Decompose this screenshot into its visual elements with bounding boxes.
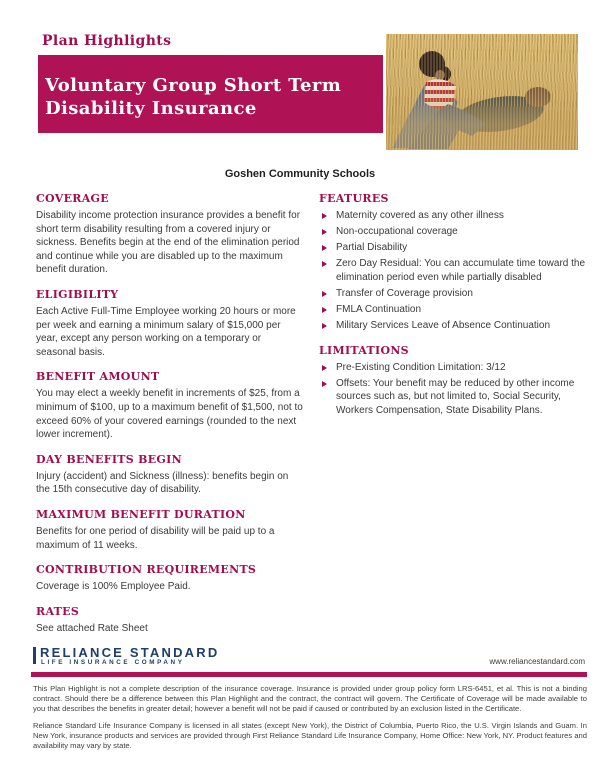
- plan-section: [36, 453, 303, 497]
- plan-section: [36, 370, 303, 441]
- triangle-bullet-icon: [322, 307, 327, 313]
- list-item: [319, 361, 586, 375]
- triangle-bullet-icon: [322, 323, 327, 329]
- triangle-bullet-icon: [322, 213, 327, 219]
- section-heading: COVERAGE: [36, 192, 109, 205]
- section-body: Benefits for one period of disability will be paid up to a maximum of 11 weeks.: [36, 525, 275, 551]
- list-item: [319, 209, 586, 223]
- list-item: [319, 225, 586, 239]
- bullet-text: FMLA Continuation: [336, 304, 422, 316]
- section-heading: BENEFIT AMOUNT: [36, 370, 160, 384]
- section-body: Disability income protection insurance provides a benefit for short term disability resulting from a covered injury or sickness. Benefits begin at the end of the elimination period and continue while you are disabled up to the maximum benefit duration.: [36, 210, 301, 276]
- list-item: [319, 241, 586, 255]
- logo-subtitle: LIFE INSURANCE COMPANY: [41, 659, 185, 666]
- section-heading: MAXIMUM BENEFIT DURATION: [36, 507, 246, 521]
- client-name: Goshen Community Schools: [224, 168, 376, 180]
- bullet-list: [319, 361, 586, 418]
- logo-name: RELIANCE STANDARD: [40, 645, 220, 660]
- triangle-bullet-icon: [322, 229, 327, 235]
- content-columns: [36, 192, 586, 646]
- plan-section: [319, 344, 586, 418]
- section-body: See attached Rate Sheet: [36, 622, 148, 634]
- title-banner: [38, 55, 383, 133]
- list-item: [319, 319, 586, 333]
- website-link[interactable]: www.reliancestandard.com: [489, 657, 585, 666]
- triangle-bullet-icon: [322, 365, 327, 371]
- triangle-bullet-icon: [322, 381, 327, 387]
- photo-grass-overlay: [386, 34, 578, 150]
- section-heading: DAY BENEFITS BEGIN: [36, 452, 182, 466]
- plan-section: [36, 508, 303, 552]
- list-item: [319, 377, 586, 418]
- right-column: [319, 192, 586, 429]
- plan-section: [319, 192, 586, 333]
- header-photo: [386, 34, 578, 150]
- list-item: [319, 257, 586, 284]
- company-logo: [31, 645, 587, 671]
- plan-section: [36, 192, 303, 277]
- section-heading: FEATURES: [319, 192, 389, 205]
- plan-section: [36, 563, 303, 594]
- bullet-text: Pre-Existing Condition Limitation: 3/12: [336, 361, 506, 373]
- bullet-text: Maternity covered as any other illness: [336, 210, 504, 221]
- triangle-bullet-icon: [322, 261, 327, 267]
- section-heading: RATES: [36, 604, 80, 618]
- bullet-text: Partial Disability: [336, 242, 408, 254]
- list-item: [319, 287, 586, 301]
- left-column: [36, 192, 303, 646]
- bullet-text: Transfer of Coverage provision: [336, 287, 473, 299]
- disclaimer-paragraph-1: This Plan Highlight is not a complete description of the insurance coverage. Insurance is provided under group policy form LRS-6451, et al. This is not a binding contract. Should there be a difference between this Plan Highlight and the contract, the contract will govern. The Certificate of Coverage will be made available to you that describes the benefits in greater detail; however a benefit will not be paid if caused or contributed by an exclusion listed in the Certificate.: [33, 684, 587, 713]
- bullet-list: [319, 209, 586, 333]
- section-body: Coverage is 100% Employee Paid.: [36, 581, 191, 593]
- logo-bar-icon: [33, 647, 36, 664]
- bullet-text: Military Services Leave of Absence Continuation: [336, 320, 551, 332]
- footer-divider: [31, 672, 587, 677]
- triangle-bullet-icon: [322, 245, 327, 251]
- banner-title: Voluntary Group Short Term Disability Insurance: [45, 75, 342, 119]
- disclaimer-paragraph-2: Reliance Standard Life Insurance Company is licensed in all states (except New York), the District of Columbia, Puerto Rico, the U.S. Virgin Islands and Guam. In New York, insurance products and services are provided through First Reliance Standard Life Insurance Company, Home Office: New York, NY. Product features and availability may vary by state.: [33, 720, 587, 750]
- section-heading: CONTRIBUTION REQUIREMENTS: [36, 563, 257, 577]
- triangle-bullet-icon: [322, 291, 327, 297]
- section-body: Injury (accident) and Sickness (illness): benefits begin on the 15th consecutive day of disability.: [36, 470, 289, 496]
- section-body: You may elect a weekly benefit in increments of $25, from a minimum of $100, up to a maximum benefit of $1,500, not to exceed 60% of your covered earnings (rounded to the next lower increment).: [36, 388, 303, 441]
- plan-section: [36, 605, 303, 636]
- section-body: Each Active Full-Time Employee working 20 hours or more per week and earning a minimum salary of $15,000 per year, except any person working on a temporary or seasonal basis.: [36, 305, 296, 358]
- footer: [31, 645, 587, 750]
- section-heading: LIMITATIONS: [319, 343, 409, 357]
- plan-section: [36, 288, 303, 359]
- bullet-text: Offsets: Your benefit may be reduced by other income sources such as, but not limited to, Social Security, Workers Compensation, State Disability Plans.: [336, 377, 575, 417]
- section-heading: ELIGIBILITY: [36, 287, 119, 301]
- page-title: Plan Highlights: [42, 33, 172, 49]
- bullet-text: Zero Day Residual: You can accumulate time toward the elimination period even while partially disabled: [336, 258, 586, 283]
- list-item: [319, 303, 586, 317]
- bullet-text: Non-occupational coverage: [336, 226, 458, 238]
